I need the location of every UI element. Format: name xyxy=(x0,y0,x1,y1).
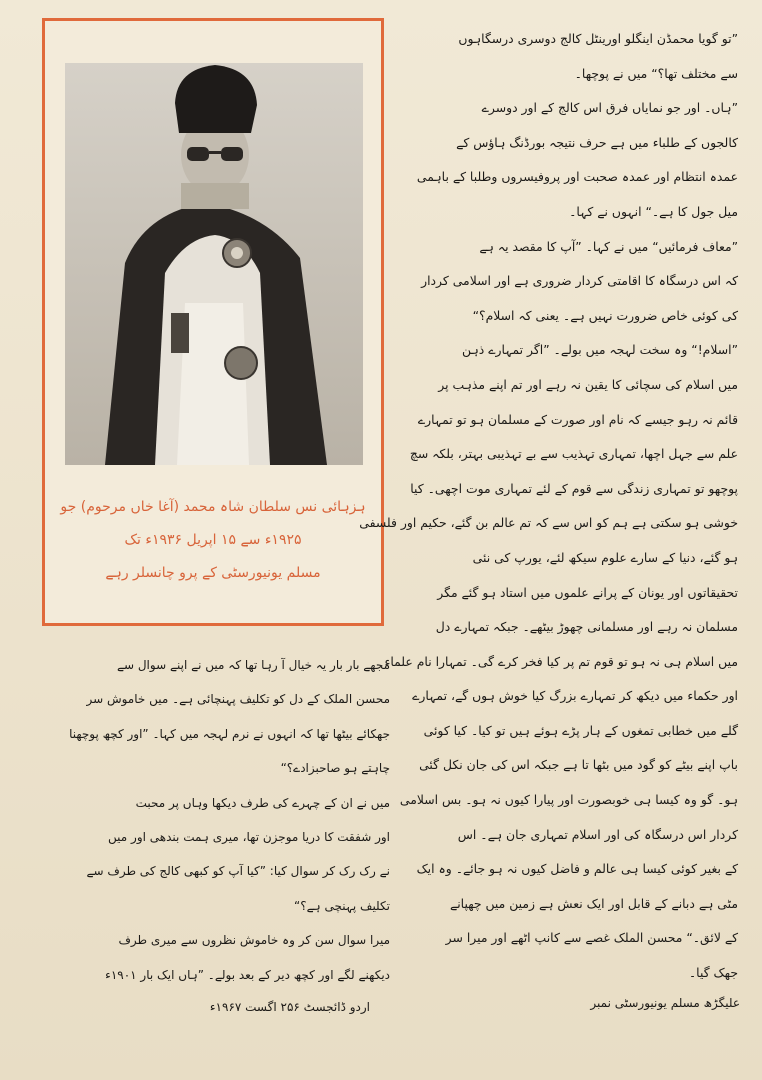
text-line: ”اسلام!“ وہ سخت لہجہ میں بولے۔ ”اگر تمہارے ذہن xyxy=(462,342,738,358)
caption-line-3: مسلم یونیورسٹی کے پرو چانسلر رہے xyxy=(105,565,321,581)
text-line: کردار اس درسگاہ کی اور اسلام تمہاری جان ہے۔ اس xyxy=(457,826,738,842)
text-line: اور شفقت کا دریا موجزن تھا، میری ہمت بندھی اور میں xyxy=(108,830,390,845)
text-line: ”معاف فرمائیں“ میں نے کہا۔ ”آپ کا مقصد یہ ہے xyxy=(479,238,738,254)
text-line: کے لائق۔“ محسن الملک غصے سے کانپ اٹھے اور میرا سر xyxy=(445,930,738,946)
text-line: نے رک رک کر سوال کیا: ”کیا آپ کو کبھی کالج کی طرف سے xyxy=(86,864,390,879)
footer-issue-title: علیگڑھ مسلم یونیورسٹی نمبر xyxy=(590,996,740,1010)
right-text-column xyxy=(359,22,738,991)
photo-caption xyxy=(57,491,369,590)
text-line: مسلمان نہ رہے اور مسلمانی چھوڑ بیٹھے۔ جبکہ تمہارے دل xyxy=(435,619,738,635)
portrait-photo xyxy=(65,63,363,465)
text-line: عمدہ انتظام اور عمدہ صحبت اور پروفیسروں وطلبا کے باہمی xyxy=(416,169,738,185)
text-line: تحقیقاتوں اور یونان کے پرانے علموں میں استاد ہو گئے مگر xyxy=(437,584,738,600)
text-line: ”ہاں۔ اور جو نمایاں فرق اس کالج کے اور دوسرے xyxy=(481,100,738,116)
text-line: گلے میں خطابی تمغوں کے ہار پڑے ہوئے ہیں تو کیا۔ کیا کوئی xyxy=(423,722,738,738)
text-line: کہ اس درسگاہ کا اقامتی کردار ضروری ہے اور اسلامی کردار xyxy=(421,273,738,289)
text-line: ”تو گویا محمڈن اینگلو اورینٹل کالج دوسری درسگاہوں xyxy=(458,31,738,46)
text-line: میرا سوال سن کر وہ خاموش نظروں سے میری طرف xyxy=(118,933,390,948)
text-line: میں اسلام ہی نہ ہو تو قوم تم پر کیا فخر کرے گی۔ تمہارا نام علماء xyxy=(384,653,738,669)
portrait-illustration xyxy=(65,63,363,465)
text-line: سے مختلف تھا؟“ میں نے پوچھا۔ xyxy=(574,65,738,81)
text-line: پوچھو تو تمہاری زندگی سے قوم کے لئے تمہاری موت اچھی۔ کیا xyxy=(410,480,738,496)
text-line: میل جول کا ہے۔“ انہوں نے کہا۔ xyxy=(569,203,738,219)
text-line: قائم نہ رہو جیسے کہ نام اور صورت کے مسلمان ہو تو تمہارے xyxy=(417,411,738,427)
text-line: جھک گیا۔ xyxy=(688,965,738,981)
text-line: مٹی ہے دبانے کے قابل اور ایک نعش ہے زمین میں چھپانے xyxy=(449,895,738,911)
text-line: چاہتے ہو صاحبزادے؟“ xyxy=(280,761,390,776)
text-line: علم سے جہل اچھا، تمہاری تہذیب سے بے تہذیبی بہتر، بلکہ سچ xyxy=(409,446,738,462)
left-text-column xyxy=(60,648,390,992)
photo-frame xyxy=(42,18,384,626)
text-line: کے بغیر کوئی کیسا ہی عالم و فاضل کیوں نہ ہو جائے۔ وہ ایک xyxy=(416,861,738,877)
caption-line-1: ہزہائی نس سلطان شاہ محمد (آغا خاں مرحوم) جو xyxy=(60,499,366,515)
footer-magazine-info: اردو ڈائجسٹ ۲۵۶ اگست ۱۹۶۷ء xyxy=(209,1000,370,1014)
text-line: ہو۔ گو وہ کیسا ہی خوبصورت اور پیارا کیوں نہ ہو۔ بس اسلامی xyxy=(399,792,738,808)
text-line: خوشی ہو سکتی ہے ہم کو اس سے کہ تم عالم بن گئے، حکیم اور فلسفی xyxy=(359,515,738,531)
text-line: محسن الملک کے دل کو تکلیف پہنچائی ہے۔ میں خاموش سر xyxy=(86,692,390,707)
text-line: باپ اپنے بیٹے کو گود میں بٹھا تا ہے جبکہ اس کی جان نکل گئی xyxy=(419,757,738,773)
text-line: کی کوئی خاص ضرورت نہیں ہے۔ یعنی کہ اسلام؟“ xyxy=(472,307,738,323)
text-line: میں نے ان کے چہرے کی طرف دیکھا وہاں پر محبت xyxy=(135,795,390,810)
text-line: دیکھنے لگے اور کچھ دیر کے بعد بولے۔ ”ہاں ایک بار ۱۹۰۱ء xyxy=(105,967,390,982)
text-line: ہو گئے، دنیا کے سارے علوم سیکھ لئے، یورپ کی نئی xyxy=(472,549,738,565)
text-line: میں اسلام کی سچائی کا یقین نہ رہے اور تم اپنے مذہب پر xyxy=(438,376,738,392)
text-line: جھکائے بیٹھا تھا کہ انہوں نے نرم لہجہ میں کہا۔ ”اور کچھ پوچھنا xyxy=(69,726,390,741)
text-line: کالجوں کے طلباء میں ہے حرف نتیجہ بورڈنگ ہاؤس کے xyxy=(456,134,738,150)
caption-line-2: ۱۹۲۵ء سے ۱۵ اپریل ۱۹۳۶ء تک xyxy=(124,532,302,548)
text-line: اور حکماء میں دیکھ کر تمہارے بزرگ کیا خوش ہوں گے، تمہارے xyxy=(412,688,738,704)
text-line: مجھے بار بار یہ خیال آ رہا تھا کہ میں نے اپنے سوال سے xyxy=(116,658,390,672)
text-line: تکلیف پہنچی ہے؟“ xyxy=(294,898,390,913)
